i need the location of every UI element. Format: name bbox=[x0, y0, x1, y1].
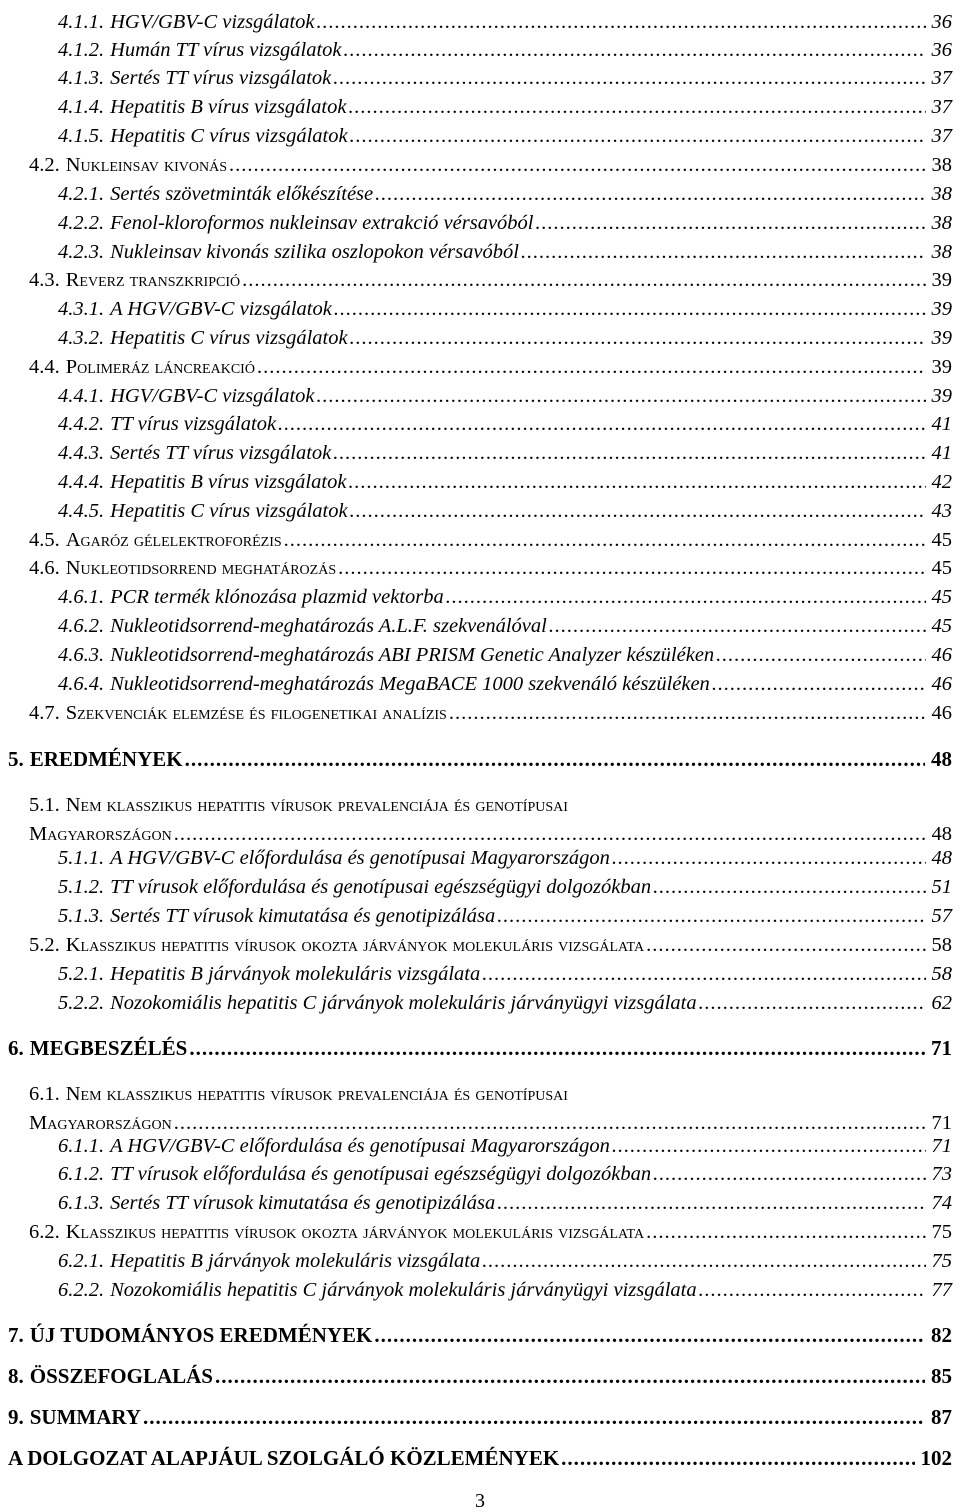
toc-entry-page: 37 bbox=[926, 97, 960, 118]
toc-entry-number: 9. bbox=[8, 1407, 24, 1428]
dot-leader bbox=[653, 1164, 925, 1185]
dot-leader bbox=[229, 155, 926, 176]
toc-entry[interactable] bbox=[0, 1193, 960, 1214]
toc-entry-page: 71 bbox=[925, 1038, 960, 1059]
toc-entry-page: 75 bbox=[926, 1222, 960, 1243]
toc-entry-page: 74 bbox=[926, 1193, 960, 1214]
toc-entry-page: 85 bbox=[925, 1366, 960, 1387]
dot-leader bbox=[333, 443, 925, 464]
toc-entry-page: 48 bbox=[925, 749, 960, 770]
toc-entry-page: 46 bbox=[926, 674, 960, 695]
toc-entry[interactable] bbox=[0, 68, 960, 89]
dot-leader bbox=[174, 1113, 926, 1134]
toc-entry-title: Szekvenciák elemzése és filogenetikai analízis bbox=[66, 703, 447, 724]
toc-entry-number: 6.1. bbox=[29, 1083, 60, 1105]
toc-entry-page: 36 bbox=[926, 40, 960, 61]
dot-leader bbox=[334, 299, 926, 320]
toc-entry[interactable] bbox=[0, 414, 960, 435]
toc-entry-number: 5. bbox=[8, 749, 24, 770]
toc-entry-title: Humán TT vírus vizsgálatok bbox=[110, 40, 341, 61]
toc-entry-title: Hepatitis C vírus vizsgálatok bbox=[110, 328, 347, 349]
toc-entry[interactable] bbox=[0, 299, 960, 320]
toc-entry-number: 6.2.1. bbox=[58, 1251, 104, 1272]
toc-entry-title: Klasszikus hepatitis vírusok okozta járványok molekuláris vizsgálata bbox=[66, 935, 644, 956]
toc-entry-title: Nukleotidsorrend-meghatározás ABI PRISM Genetic Analyzer készüléken bbox=[110, 645, 714, 666]
toc-entry-page: 71 bbox=[926, 1136, 960, 1157]
toc-entry-title: Sertés TT vírus vizsgálatok bbox=[110, 443, 331, 464]
toc-entry[interactable] bbox=[0, 877, 960, 898]
toc-entry-title-line1 bbox=[29, 1084, 568, 1105]
toc-entry-page: 58 bbox=[926, 964, 960, 985]
toc-entry-title-line1 bbox=[29, 795, 568, 816]
dot-leader bbox=[536, 213, 926, 234]
toc-entry-title: Nukleotidsorrend meghatározás bbox=[66, 558, 336, 579]
toc-entry-page: 48 bbox=[926, 824, 960, 845]
toc-entry-title: Agaróz gélelektroforézis bbox=[66, 530, 282, 551]
toc-entry[interactable] bbox=[0, 1113, 960, 1134]
toc-entry-title: Nukleinsav kivonás bbox=[66, 155, 227, 176]
toc-entry-title: Hepatitis B vírus vizsgálatok bbox=[110, 97, 346, 118]
toc-entry-title: A HGV/GBV-C vizsgálatok bbox=[110, 299, 332, 320]
toc-entry-page: 36 bbox=[926, 12, 960, 33]
toc-entry-title: Reverz transzkripció bbox=[66, 270, 240, 291]
toc-entry-number: 4.4.5. bbox=[58, 501, 104, 522]
dot-leader bbox=[344, 40, 926, 61]
toc-entry[interactable] bbox=[0, 1251, 960, 1272]
toc-entry-page: 38 bbox=[926, 242, 960, 263]
toc-entry[interactable] bbox=[0, 1280, 960, 1301]
toc-entry-number: 5.1.2. bbox=[58, 877, 104, 898]
toc-entry-title: PCR termék klónozása plazmid vektorba bbox=[110, 587, 444, 608]
toc-entry-page: 45 bbox=[926, 587, 960, 608]
dot-leader bbox=[653, 877, 925, 898]
toc-entry-title: Nukleotidsorrend-meghatározás MegaBACE 1000 szekvenáló készüléken bbox=[110, 674, 710, 695]
dot-leader bbox=[699, 993, 926, 1014]
toc-entry-page: 39 bbox=[926, 357, 960, 378]
dot-leader bbox=[449, 703, 926, 724]
toc-entry-number: 6.2.2. bbox=[58, 1280, 104, 1301]
dot-leader bbox=[350, 126, 926, 147]
toc-entry-title: TT vírusok előfordulása és genotípusai egészségügyi dolgozókban bbox=[110, 877, 651, 898]
toc-entry-number: 4.4. bbox=[29, 357, 60, 378]
toc-entry-title: A HGV/GBV-C előfordulása és genotípusai Magyarországon bbox=[110, 848, 610, 869]
toc-entry[interactable] bbox=[0, 97, 960, 118]
toc-entry-number: 4.1.3. bbox=[58, 68, 104, 89]
toc-entry[interactable] bbox=[0, 126, 960, 147]
toc-entry-title: Polimeráz láncreakció bbox=[66, 357, 255, 378]
toc-entry-number: 5.1. bbox=[29, 794, 60, 816]
toc-entry[interactable] bbox=[0, 645, 960, 666]
toc-entry-number: 6.1.1. bbox=[58, 1136, 104, 1157]
dot-leader bbox=[278, 414, 925, 435]
toc-entry-title: HGV/GBV-C vizsgálatok bbox=[110, 386, 314, 407]
toc-entry-title-line2: Magyarországon bbox=[29, 824, 172, 845]
toc-entry-number: 4.4.4. bbox=[58, 472, 104, 493]
toc-entry[interactable] bbox=[0, 386, 960, 407]
toc-entry-title: Hepatitis B járványok molekuláris vizsgálata bbox=[110, 1251, 480, 1272]
toc-entry-number: 4.1.5. bbox=[58, 126, 104, 147]
toc-entry-number: 7. bbox=[8, 1325, 24, 1346]
toc-entry-title: A HGV/GBV-C előfordulása és genotípusai Magyarországon bbox=[110, 1136, 610, 1157]
toc-chapter-entry[interactable] bbox=[0, 1366, 960, 1387]
toc-entry-page: 38 bbox=[926, 184, 960, 205]
toc-entry-title: Nukleinsav kivonás szilika oszlopokon vérsavóból bbox=[110, 242, 519, 263]
toc-entry[interactable] bbox=[0, 935, 960, 956]
toc-entry-number: 4.3.2. bbox=[58, 328, 104, 349]
toc-chapter-entry[interactable] bbox=[0, 1448, 960, 1469]
toc-entry-title: Hepatitis C vírus vizsgálatok bbox=[110, 501, 347, 522]
toc-entry[interactable] bbox=[0, 155, 960, 176]
toc-entry-page: 73 bbox=[926, 1164, 960, 1185]
dot-leader bbox=[646, 1222, 925, 1243]
toc-entry-page: 46 bbox=[926, 703, 960, 724]
toc-entry-page: 45 bbox=[926, 530, 960, 551]
toc-entry-title: HGV/GBV-C vizsgálatok bbox=[110, 12, 314, 33]
toc-entry-number: 4.4.3. bbox=[58, 443, 104, 464]
toc-entry-title: A DOLGOZAT ALAPJÁUL SZOLGÁLÓ KÖZLEMÉNYEK bbox=[8, 1448, 559, 1469]
toc-entry-number: 5.2. bbox=[29, 935, 60, 956]
toc-entry[interactable] bbox=[0, 501, 960, 522]
dot-leader bbox=[338, 558, 925, 579]
toc-entry-page: 41 bbox=[926, 414, 960, 435]
dot-leader bbox=[348, 472, 925, 493]
dot-leader bbox=[143, 1407, 925, 1428]
toc-entry-number: 4.6.3. bbox=[58, 645, 104, 666]
dot-leader bbox=[257, 357, 926, 378]
toc-entry-title: Nem klasszikus hepatitis vírusok prevalenciája és genotípusai bbox=[66, 1083, 568, 1105]
toc-entry-title: Fenol-kloroformos nukleinsav extrakció vérsavóból bbox=[110, 213, 533, 234]
toc-entry-number: 4.6.1. bbox=[58, 587, 104, 608]
toc-entry-page: 45 bbox=[926, 616, 960, 637]
toc-entry[interactable] bbox=[0, 558, 960, 579]
dot-leader bbox=[612, 1136, 926, 1157]
dot-leader bbox=[646, 935, 925, 956]
toc-entry[interactable] bbox=[0, 993, 960, 1014]
toc-entry[interactable] bbox=[0, 357, 960, 378]
toc-entry-number: 4.2.3. bbox=[58, 242, 104, 263]
toc-entry-number: 4.6.4. bbox=[58, 674, 104, 695]
toc-chapter-entry[interactable] bbox=[0, 1407, 960, 1428]
toc-entry-number: 4.2. bbox=[29, 155, 60, 176]
toc-entry-page: 75 bbox=[926, 1251, 960, 1272]
dot-leader bbox=[521, 242, 926, 263]
toc-entry[interactable] bbox=[0, 40, 960, 61]
toc-entry[interactable] bbox=[0, 443, 960, 464]
toc-entry-page: 39 bbox=[926, 299, 960, 320]
toc-entry-page: 43 bbox=[926, 501, 960, 522]
toc-entry-title: Nukleotidsorrend-meghatározás A.L.F. szekvenálóval bbox=[110, 616, 547, 637]
toc-entry[interactable] bbox=[0, 1164, 960, 1185]
dot-leader bbox=[561, 1448, 914, 1469]
toc-entry-title: Hepatitis B vírus vizsgálatok bbox=[110, 472, 346, 493]
dot-leader bbox=[317, 12, 926, 33]
toc-entry-page: 39 bbox=[926, 270, 960, 291]
toc-entry[interactable] bbox=[0, 964, 960, 985]
toc-entry[interactable] bbox=[0, 587, 960, 608]
toc-entry-title: Nozokomiális hepatitis C járványok molekuláris járványügyi vizsgálata bbox=[110, 1280, 696, 1301]
dot-leader bbox=[497, 906, 925, 927]
toc-entry-number: 4.4.1. bbox=[58, 386, 104, 407]
dot-leader bbox=[284, 530, 926, 551]
toc-entry-page: 39 bbox=[926, 386, 960, 407]
dot-leader bbox=[242, 270, 925, 291]
toc-entry-page: 41 bbox=[926, 443, 960, 464]
toc-entry-page: 62 bbox=[926, 993, 960, 1014]
toc-entry-page: 38 bbox=[926, 155, 960, 176]
toc-entry-title: Hepatitis C vírus vizsgálatok bbox=[110, 126, 347, 147]
toc-entry-number: 4.1.2. bbox=[58, 40, 104, 61]
toc-entry[interactable] bbox=[0, 616, 960, 637]
toc-entry[interactable] bbox=[0, 1136, 960, 1157]
toc-entry-number: 5.1.3. bbox=[58, 906, 104, 927]
toc-entry-number: 4.2.1. bbox=[58, 184, 104, 205]
toc-entry[interactable] bbox=[0, 213, 960, 234]
toc-entry-title: SUMMARY bbox=[30, 1407, 141, 1428]
toc-entry-title: Klasszikus hepatitis vírusok okozta járványok molekuláris vizsgálata bbox=[66, 1222, 644, 1243]
toc-entry-title-line2: Magyarországon bbox=[29, 1113, 172, 1134]
dot-leader bbox=[374, 1325, 925, 1346]
toc-entry-page: 58 bbox=[926, 935, 960, 956]
toc-entry-page: 37 bbox=[926, 126, 960, 147]
dot-leader bbox=[350, 501, 926, 522]
toc-entry-page: 39 bbox=[926, 328, 960, 349]
toc-entry-title: Sertés TT vírusok kimutatása és genotipizálása bbox=[110, 1193, 495, 1214]
toc-entry[interactable] bbox=[0, 12, 960, 33]
toc-entry-number: 5.2.2. bbox=[58, 993, 104, 1014]
toc-entry-page: 71 bbox=[926, 1113, 960, 1134]
dot-leader bbox=[185, 749, 925, 770]
toc-entry-number: 6.1.2. bbox=[58, 1164, 104, 1185]
dot-leader bbox=[375, 184, 925, 205]
toc-entry-title: Nem klasszikus hepatitis vírusok prevalenciája és genotípusai bbox=[66, 794, 568, 816]
toc-entry-title: TT vírus vizsgálatok bbox=[110, 414, 276, 435]
toc-entry[interactable] bbox=[0, 472, 960, 493]
toc-entry-page: 87 bbox=[925, 1407, 960, 1428]
toc-entry[interactable] bbox=[0, 270, 960, 291]
toc-entry-title: ÖSSZEFOGLALÁS bbox=[30, 1366, 213, 1387]
toc-entry-title: Sertés szövetminták előkészítése bbox=[110, 184, 373, 205]
toc-chapter-entry[interactable] bbox=[0, 1038, 960, 1059]
toc-entry-title: Nozokomiális hepatitis C járványok molekuláris járványügyi vizsgálata bbox=[110, 993, 696, 1014]
dot-leader bbox=[189, 1038, 925, 1059]
toc-entry[interactable] bbox=[0, 848, 960, 869]
toc-entry-page: 45 bbox=[926, 558, 960, 579]
dot-leader bbox=[333, 68, 925, 89]
toc-entry-number: 6. bbox=[8, 1038, 24, 1059]
dot-leader bbox=[482, 964, 925, 985]
toc-entry-page: 77 bbox=[926, 1280, 960, 1301]
toc-chapter-entry[interactable] bbox=[0, 1325, 960, 1346]
toc-entry[interactable] bbox=[0, 824, 960, 845]
toc-entry[interactable] bbox=[0, 530, 960, 551]
toc-entry-number: 4.3.1. bbox=[58, 299, 104, 320]
toc-entry-number: 4.1.1. bbox=[58, 12, 104, 33]
toc-entry-number: 5.1.1. bbox=[58, 848, 104, 869]
toc-entry-number: 4.5. bbox=[29, 530, 60, 551]
toc-entry-title: TT vírusok előfordulása és genotípusai egészségügyi dolgozókban bbox=[110, 1164, 651, 1185]
dot-leader bbox=[348, 97, 925, 118]
toc-entry-number: 4.6. bbox=[29, 558, 60, 579]
toc-entry-page: 37 bbox=[926, 68, 960, 89]
toc-entry-page: 38 bbox=[926, 213, 960, 234]
toc-entry[interactable] bbox=[0, 674, 960, 695]
toc-entry[interactable] bbox=[0, 906, 960, 927]
toc-entry[interactable] bbox=[0, 184, 960, 205]
toc-entry-page: 102 bbox=[915, 1448, 960, 1469]
toc-entry-page: 82 bbox=[925, 1325, 960, 1346]
dot-leader bbox=[446, 587, 926, 608]
dot-leader bbox=[549, 616, 926, 637]
toc-entry-number: 8. bbox=[8, 1366, 24, 1387]
toc-entry-page: 51 bbox=[926, 877, 960, 898]
dot-leader bbox=[716, 645, 925, 666]
toc-entry[interactable] bbox=[0, 703, 960, 724]
dot-leader bbox=[699, 1280, 926, 1301]
dot-leader bbox=[612, 848, 926, 869]
toc-entry-title: EREDMÉNYEK bbox=[30, 749, 183, 770]
toc-entry-number: 5.2.1. bbox=[58, 964, 104, 985]
toc-entry-page: 42 bbox=[926, 472, 960, 493]
toc-entry-number: 4.1.4. bbox=[58, 97, 104, 118]
toc-entry[interactable] bbox=[0, 1222, 960, 1243]
toc-entry-title: Sertés TT vírus vizsgálatok bbox=[110, 68, 331, 89]
toc-entry[interactable] bbox=[0, 242, 960, 263]
toc-entry-number: 4.3. bbox=[29, 270, 60, 291]
toc-entry-title: MEGBESZÉLÉS bbox=[30, 1038, 188, 1059]
toc-entry[interactable] bbox=[0, 328, 960, 349]
toc-entry-title: Sertés TT vírusok kimutatása és genotipizálása bbox=[110, 906, 495, 927]
toc-entry-title: ÚJ TUDOMÁNYOS EREDMÉNYEK bbox=[30, 1325, 373, 1346]
toc-chapter-entry[interactable] bbox=[0, 749, 960, 770]
toc-entry-number: 4.2.2. bbox=[58, 213, 104, 234]
dot-leader bbox=[174, 824, 926, 845]
toc-entry-page: 48 bbox=[926, 848, 960, 869]
dot-leader bbox=[482, 1251, 925, 1272]
toc-entry-number: 4.6.2. bbox=[58, 616, 104, 637]
dot-leader bbox=[350, 328, 926, 349]
toc-entry-number: 4.7. bbox=[29, 703, 60, 724]
toc-entry-page: 57 bbox=[926, 906, 960, 927]
toc-entry-number: 6.2. bbox=[29, 1222, 60, 1243]
toc-entry-number: 6.1.3. bbox=[58, 1193, 104, 1214]
dot-leader bbox=[215, 1366, 925, 1387]
dot-leader bbox=[317, 386, 926, 407]
toc-entry-page: 46 bbox=[926, 645, 960, 666]
page-number: 3 bbox=[0, 1491, 960, 1511]
dot-leader bbox=[497, 1193, 925, 1214]
toc-entry-number: 4.4.2. bbox=[58, 414, 104, 435]
toc-entry-title: Hepatitis B járványok molekuláris vizsgálata bbox=[110, 964, 480, 985]
dot-leader bbox=[712, 674, 926, 695]
